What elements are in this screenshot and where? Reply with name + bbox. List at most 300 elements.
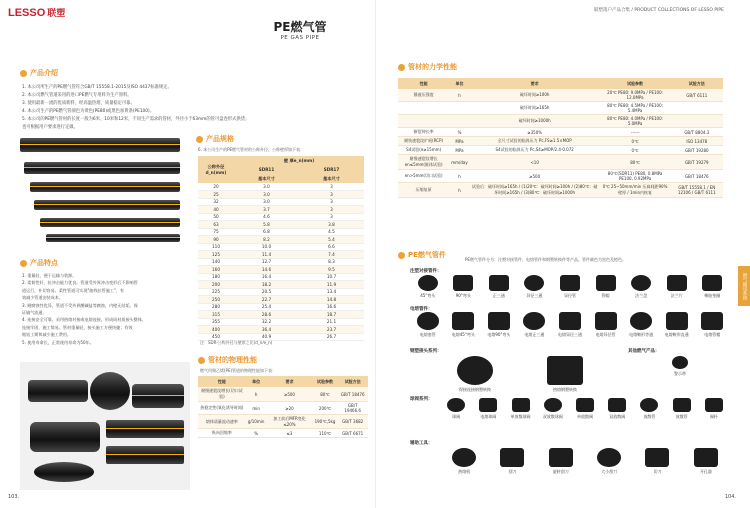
spec-row — [198, 281, 364, 289]
spec-row — [198, 296, 364, 304]
fitting-item — [633, 398, 665, 420]
fitting-label: 大小刮刀 — [601, 469, 618, 475]
phys-cell: ≥20 — [266, 402, 312, 415]
fitting-label: 正三通 — [492, 293, 505, 298]
fitting-label: 双放散球阀 — [542, 414, 563, 420]
spec-heading-text: 产品规格 — [206, 135, 234, 143]
fitting-item — [520, 356, 610, 393]
fitting-label: 阀杆 — [709, 414, 718, 420]
mech-row — [398, 137, 723, 146]
fittings-row-valves — [440, 398, 730, 432]
fitting-item — [569, 398, 601, 420]
spec-cell: 3 — [299, 198, 364, 206]
spec-row — [198, 198, 364, 206]
fitting-label: 热熔钢塑转换 — [553, 386, 577, 392]
intro-text — [22, 84, 362, 132]
mech-row — [398, 128, 723, 137]
fitting-label: 橡胶垫圈 — [704, 293, 721, 298]
fitting-image — [672, 356, 688, 369]
fitting-label: 电熔45°弯头 — [451, 331, 475, 337]
mech-header: 试验参数 — [600, 78, 671, 89]
mech-row — [398, 183, 723, 198]
fittings-heading — [398, 250, 446, 260]
spec-table-wrap — [198, 156, 364, 341]
mech-cell: 静液压强度 — [398, 89, 449, 102]
spec-row — [198, 311, 364, 319]
fitting-item — [659, 275, 695, 299]
spec-cell: 450 — [198, 333, 234, 341]
fitting-label: 90°弯头 — [455, 293, 471, 298]
spec-row — [198, 206, 364, 214]
feature-line: 5. 使用寿命长，正常使用寿命为50年。 — [22, 339, 94, 345]
fitting-label: 球阀 — [452, 414, 461, 420]
fitting-item — [552, 275, 588, 299]
fitting-image — [576, 398, 594, 412]
spec-row — [198, 288, 364, 296]
row3-label: 钢塑接头系列： — [410, 349, 442, 354]
fitting-image — [523, 312, 545, 330]
fitting-label: 电熔鞍形旁通 — [629, 331, 654, 337]
spec-row — [198, 228, 364, 236]
fitting-image — [559, 312, 581, 330]
spec-cell: 10.7 — [299, 273, 364, 281]
logo-en: LESSO — [8, 7, 46, 19]
fitting-item — [504, 398, 536, 420]
feature-line: 效减少管道安装成本。 — [22, 295, 63, 301]
mech-header: 性能 — [398, 78, 449, 89]
mech-cell: ------ — [600, 128, 671, 137]
spec-row — [198, 303, 364, 311]
bullet-icon — [196, 136, 203, 143]
fitting-label: 管帽 — [601, 293, 610, 298]
spec-cell: 16.4 — [234, 273, 299, 281]
phys-header: 性能 — [198, 376, 246, 387]
spec-cell: 4.6 — [234, 213, 299, 221]
spec-cell: 13.4 — [299, 288, 364, 296]
mech-cell: 耐快速裂纹扩展(RCP) — [398, 137, 449, 146]
phys-cell: 加工前后MFR变化≤20% — [266, 415, 312, 429]
mech-table — [398, 78, 723, 198]
fitting-item — [623, 312, 659, 338]
spec-cell: 18.2 — [234, 281, 299, 289]
title-en: PE GAS PIPE — [280, 35, 320, 41]
fitting-image — [666, 312, 688, 330]
fitting-label: 电熔90°弯头 — [487, 331, 511, 337]
mech-cell — [398, 115, 449, 128]
fitting-label: 热熔机 — [458, 469, 471, 475]
feature-line: 道运行，补切容易。柔性管道可实现"曲线拉管施工"，有 — [22, 287, 125, 293]
fitting-item — [488, 448, 536, 475]
header-right-text: 联塑落户产品合集 / PRODUCT COLLECTIONS OF LESSO PIPE — [594, 8, 724, 13]
phys-cell: GB/T 6671 — [337, 429, 368, 438]
row2-label: 电熔管件： — [410, 307, 433, 312]
spec-cell: 8.3 — [299, 258, 364, 266]
fitting-image — [418, 275, 438, 291]
fitting-label: 电熔正三通 — [524, 331, 545, 337]
mech-cell: 压缩复原 — [398, 183, 449, 198]
spec-row — [198, 318, 364, 326]
mech-cell: S4试验(e≥15mm) — [398, 146, 449, 155]
mech-header: 单位 — [449, 78, 470, 89]
spec-cell: 12.7 — [234, 258, 299, 266]
mech-cell: GB/T 8804.3 — [671, 128, 723, 137]
fitting-item — [517, 312, 553, 338]
spec-cell: 36.4 — [234, 326, 299, 334]
fittings-row-tools — [440, 448, 730, 488]
fitting-label: 电熔鞍形直通 — [664, 331, 689, 337]
phys-header: 试验方法 — [337, 376, 368, 387]
spec-cell: 3.0 — [234, 198, 299, 206]
mech-cell: ≥500 — [470, 170, 600, 183]
bullet-icon — [398, 64, 405, 71]
fitting-item — [440, 448, 488, 475]
spec-cell: 25.4 — [234, 303, 299, 311]
col-dn-unit: d_n(mm) — [205, 170, 227, 175]
mech-cell: 80℃ PE80: 4.5MPa / PE100: 5.4MPa — [600, 102, 671, 115]
spec-cell: 280 — [198, 303, 234, 311]
mech-cell — [449, 115, 470, 128]
spec-cell: 5.8 — [234, 221, 299, 229]
fitting-image — [489, 275, 509, 291]
fitting-label: 单放散阀 — [576, 414, 593, 420]
fitting-label: 警示带 — [674, 370, 686, 376]
bullet-icon — [398, 252, 405, 259]
feature-line: 证输气流通。 — [22, 310, 47, 316]
spec-note-bottom: 注：SDR-公称外径与壁厚之比(d_n/e_n) — [200, 340, 273, 345]
fitting-item — [601, 398, 633, 420]
phys-cell: % — [246, 429, 267, 438]
fitting-item — [694, 312, 730, 338]
feature-line: 缩短工期和减少施工费用。 — [22, 332, 72, 338]
fitting-label: 法兰盘 — [635, 293, 648, 298]
col-sdr11: SDR11 — [234, 165, 299, 174]
spec-cell: 22.7 — [234, 296, 299, 304]
spec-cell: 400 — [198, 326, 234, 334]
intro-line: 2. 本公司燃气管道采用的进口PE燃气专用料为生产原料。 — [22, 93, 132, 98]
spec-cell: 8.2 — [234, 236, 299, 244]
fitting-image — [457, 356, 493, 385]
row3b-label: 其他燃气产品： — [628, 349, 660, 354]
fitting-label: 放散管 — [675, 414, 688, 420]
spec-row — [198, 273, 364, 281]
spec-cell: 6.8 — [234, 228, 299, 236]
mech-cell: 80℃(SDR11) PE80, 0.8MPa PE100, 0.92MPa — [600, 170, 671, 183]
spec-cell: 20.5 — [234, 288, 299, 296]
spec-cell: 20 — [198, 183, 234, 191]
fitting-item — [659, 312, 695, 338]
fitting-item — [481, 312, 517, 338]
mech-heading — [398, 62, 457, 72]
intro-line: 3. 使用最新一流的优质新料，经高温热熔，质量稳定可靠。 — [22, 101, 135, 106]
phys-cell: h — [246, 387, 267, 402]
fitting-label: 放散管 — [643, 414, 656, 420]
fitting-image — [595, 312, 617, 330]
col-base2: 基本尺寸 — [299, 174, 364, 183]
fitting-label: 刮刀 — [508, 469, 517, 475]
fitting-item — [666, 398, 698, 420]
spec-cell: 63 — [198, 221, 234, 229]
fitting-image — [512, 398, 530, 412]
mech-cell: h — [449, 183, 470, 198]
spec-row — [198, 326, 364, 334]
spec-cell: 160 — [198, 266, 234, 274]
spec-cell: 23.7 — [299, 326, 364, 334]
spec-cell: 7.4 — [299, 251, 364, 259]
mech-cell: 破坏时间≥165h — [470, 102, 600, 115]
fitting-item — [588, 312, 624, 338]
fitting-image — [524, 275, 544, 291]
spec-cell: 10.0 — [234, 243, 299, 251]
mech-cell: 0℃ — [600, 137, 671, 146]
fitting-label: 电熔异径管 — [595, 331, 616, 337]
fitting-item — [698, 398, 730, 420]
fitting-item — [585, 448, 633, 475]
mech-cell: MPa — [449, 137, 470, 146]
spec-cell: 3.0 — [234, 191, 299, 199]
spec-row — [198, 213, 364, 221]
fitting-label: 电熔异径三通 — [557, 331, 582, 337]
spec-cell: 14.8 — [299, 296, 364, 304]
spec-cell: 25 — [198, 191, 234, 199]
mech-cell: 80℃ PE80: 4.0MPa / PE100: 5.0MPa — [600, 115, 671, 128]
spec-cell: 3.7 — [234, 206, 299, 214]
mech-cell: GB/T 6111 — [671, 89, 723, 102]
spec-cell: 21.1 — [299, 318, 364, 326]
spec-cell: 3 — [299, 206, 364, 214]
spec-cell: 26.7 — [299, 333, 364, 341]
fittings-row-other — [660, 356, 700, 386]
fitting-label: 电熔管帽 — [704, 331, 721, 337]
spec-cell: 3.8 — [299, 221, 364, 229]
fitting-label: 45°弯头 — [420, 293, 436, 298]
mech-cell: 0℃ 25~50mm/min 压扁间距90%壁厚 / 1min内恢复 — [600, 183, 671, 198]
mech-row — [398, 155, 723, 170]
mech-row — [398, 115, 723, 128]
mech-cell — [671, 102, 723, 115]
mech-cell: S4试验的临界压力 Pc,S4≥MOP/2.4-0.072 — [470, 146, 600, 155]
fitting-item — [537, 448, 585, 475]
spec-cell: 32.2 — [234, 318, 299, 326]
phys-cell: min — [246, 402, 267, 415]
fitting-label: 双放散阀 — [609, 414, 626, 420]
fitting-image — [673, 398, 691, 412]
spec-cell: 9.5 — [299, 266, 364, 274]
spec-row — [198, 221, 364, 229]
col-wall: 壁 厚e_n(mm) — [234, 156, 364, 165]
fitting-image — [645, 448, 669, 467]
mech-cell: ≥350% — [470, 128, 600, 137]
fitting-image — [705, 398, 723, 412]
mech-header: 试验方法 — [671, 78, 723, 89]
col-base1: 基本尺寸 — [234, 174, 299, 183]
fitting-item — [472, 398, 504, 420]
phys-cell: GB/T 18476 — [337, 387, 368, 402]
phys-table-wrap — [198, 376, 368, 438]
phys-heading-text: 管材的物理性能 — [208, 356, 257, 364]
phys-cell: 熔体质量流动速率 — [198, 415, 246, 429]
fitting-item — [682, 448, 730, 475]
fittings-row-electro — [410, 312, 730, 346]
fitting-item — [694, 275, 730, 299]
mech-cell: 试验后：破坏时间≥165h / (1)20℃：破坏时间≥100h / (2)80℃：破坏时间≥165h / (3)80℃：破坏时间≥1000h — [470, 183, 600, 198]
title-cn: PE燃气管 — [273, 20, 327, 34]
fittings-row-steel — [430, 356, 610, 392]
phys-heading — [198, 355, 257, 365]
spec-row — [198, 183, 364, 191]
phys-cell: 耐慢速裂纹增长(切口试验) — [198, 387, 246, 402]
page-title — [230, 18, 370, 41]
phys-row — [198, 415, 368, 429]
fitting-image — [640, 398, 658, 412]
fitting-image — [702, 275, 722, 291]
spec-cell: 125 — [198, 251, 234, 259]
mech-cell: GB/T 19280 — [671, 146, 723, 155]
fitting-item — [517, 275, 553, 299]
fitting-image — [608, 398, 626, 412]
phys-row — [198, 429, 368, 438]
phys-cell: 200℃ — [313, 402, 338, 415]
fitting-item — [481, 275, 517, 299]
intro-line: 也可根据用户要求进行定做。 — [22, 125, 78, 130]
mech-cell: <10 — [470, 155, 600, 170]
mech-header: 要求 — [470, 78, 600, 89]
fitting-image — [447, 398, 465, 412]
features-heading — [20, 258, 58, 268]
fitting-item — [537, 398, 569, 420]
fitting-image — [453, 275, 473, 291]
fitting-image — [560, 275, 580, 291]
phys-intro: 燃气用聚乙烯(PE)管道的物理性能如下表： — [200, 368, 277, 373]
spec-cell: 5.4 — [299, 236, 364, 244]
mech-cell: GB/T 15558.1 / EN 12106 / GB/T 6111 — [671, 183, 723, 198]
mech-cell: MPa — [449, 146, 470, 155]
mech-cell — [449, 102, 470, 115]
fitting-item — [660, 356, 700, 377]
features-heading-text: 产品特点 — [30, 259, 58, 267]
fitting-label: 开孔器 — [699, 469, 712, 475]
mech-cell: 0℃ — [600, 146, 671, 155]
phys-cell: ≤3 — [266, 429, 312, 438]
spec-cell: 3 — [299, 183, 364, 191]
fitting-item — [430, 356, 520, 393]
fitting-image — [547, 356, 583, 385]
page-number-right: 104. — [724, 494, 736, 500]
mech-cell: GB/T 18476 — [671, 170, 723, 183]
mech-cell: 破坏时间≥100h — [470, 89, 600, 102]
mech-cell: 断裂伸长率 — [398, 128, 449, 137]
fitting-image — [479, 398, 497, 412]
mech-row — [398, 146, 723, 155]
feature-line: 2. 柔韧性好，抗冲击能力优良。管道受外界冲击变形后不影响管 — [22, 280, 138, 286]
spec-cell: 18.7 — [299, 311, 364, 319]
features-text — [22, 272, 192, 346]
fitting-label: 电熔球阀 — [480, 414, 497, 420]
phys-row — [198, 387, 368, 402]
mech-cell: mm/day — [449, 155, 470, 170]
fitting-item — [440, 398, 472, 420]
fitting-label: 异径管 — [563, 293, 576, 298]
phys-row — [198, 402, 368, 415]
spec-cell: 3 — [299, 213, 364, 221]
spec-note-top: 6. 本公司生产的PE燃气管材的公称外径、公称壁厚如下表： — [198, 147, 305, 152]
logo-cn: 联塑 — [47, 8, 66, 18]
fitting-label: 切刀 — [653, 469, 662, 475]
fitting-label: 单放散球阀 — [510, 414, 531, 420]
feature-line: 3. 耐腐蚀性优异，管道不受外界酸碱盐等腐蚀，内壁无结垢，保 — [22, 302, 138, 308]
row1-label: 注塑对接管件： — [410, 269, 442, 274]
spec-row — [198, 236, 364, 244]
row4-label: 球阀系列： — [410, 397, 433, 402]
mech-cell: 破坏时间≥1000h — [470, 115, 600, 128]
fitting-image — [488, 312, 510, 330]
spec-cell: 40 — [198, 206, 234, 214]
side-tab[interactable]: 燃气输送系统 — [738, 266, 750, 306]
spec-cell: 200 — [198, 281, 234, 289]
spec-cell: 16.6 — [299, 303, 364, 311]
spec-cell: 11.4 — [234, 251, 299, 259]
fitting-image — [630, 312, 652, 330]
spec-cell: 28.6 — [234, 311, 299, 319]
row5-label: 辅助工具： — [410, 441, 433, 446]
phys-cell: 热稳定性(氧化诱导时间) — [198, 402, 246, 415]
phys-cell: g/10min — [246, 415, 267, 429]
mech-cell: 全尺寸试验的临界压力 Pc,FS≥1.5×MOP — [470, 137, 600, 146]
spec-cell: 110 — [198, 243, 234, 251]
intro-line: 4. 本公司生产的PE燃气管颜色为黄色(PE80)或黑色加黄条(PE100)。 — [22, 109, 154, 114]
fitting-item — [410, 312, 446, 338]
spec-cell: 32 — [198, 198, 234, 206]
col-sdr17: SDR17 — [299, 165, 364, 174]
phys-cell: 110℃ — [313, 429, 338, 438]
spec-row — [198, 191, 364, 199]
intro-heading-text: 产品介绍 — [30, 69, 58, 77]
spec-cell: 6.6 — [299, 243, 364, 251]
spec-cell: 14.6 — [234, 266, 299, 274]
intro-line: 1. 本公司所生产的PE燃气管符合GB/T 15558.1-2015及ISO 4437标准规定。 — [22, 85, 172, 90]
fitting-item — [446, 275, 482, 299]
spec-cell: 355 — [198, 318, 234, 326]
fitting-item — [633, 448, 681, 475]
fittings-photo — [20, 362, 190, 490]
fitting-image — [452, 312, 474, 330]
fitting-image — [694, 448, 718, 467]
bullet-icon — [20, 260, 27, 267]
fittings-heading-text: PE燃气管件 — [408, 251, 446, 259]
fitting-image — [500, 448, 524, 467]
page-divider — [375, 0, 376, 508]
spec-cell: 140 — [198, 258, 234, 266]
mech-cell — [671, 115, 723, 128]
spec-heading — [196, 134, 234, 144]
spec-row — [198, 266, 364, 274]
fitting-image — [667, 275, 687, 291]
phys-header: 试验参数 — [313, 376, 338, 387]
phys-header: 要求 — [266, 376, 312, 387]
spec-table — [198, 156, 364, 341]
fitting-image — [544, 398, 562, 412]
spec-cell: 40.9 — [234, 333, 299, 341]
spec-cell: 3.0 — [234, 183, 299, 191]
mech-cell: h — [449, 89, 470, 102]
fitting-label: 焊接连接钢塑转换 — [459, 386, 491, 392]
fitting-item — [410, 275, 446, 299]
mech-cell: GB/T 19279 — [671, 155, 723, 170]
spec-cell: 225 — [198, 288, 234, 296]
page-number-left: 103. — [8, 494, 20, 500]
fitting-label: 电熔套管 — [419, 331, 436, 337]
fitting-item — [623, 275, 659, 299]
phys-cell: 纵向回缩率 — [198, 429, 246, 438]
